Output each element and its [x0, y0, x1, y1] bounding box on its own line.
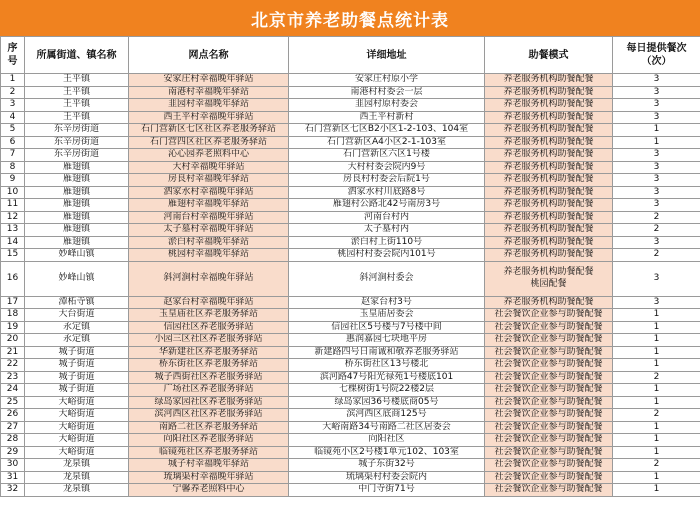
cell-site: 安家庄村幸福晚年驿站: [129, 74, 289, 87]
cell-address: 石门营新区A4小区2-1-103室: [289, 136, 485, 149]
cell-mode: 社会餐饮企业参与助餐配餐: [485, 371, 613, 384]
cell-no: 22: [1, 359, 25, 372]
cell-meals: 3: [613, 261, 700, 296]
cell-site: 房良村幸福晚年驿站: [129, 174, 289, 187]
cell-no: 25: [1, 396, 25, 409]
cell-address: 淤白村上街110号: [289, 236, 485, 249]
cell-meals: 1: [613, 309, 700, 322]
cell-address: 新建路四号日南诚和敬养老服务驿站: [289, 346, 485, 359]
cell-no: 27: [1, 421, 25, 434]
cell-mode: 养老服务机构助餐配餐: [485, 74, 613, 87]
cell-mode: 养老服务机构助餐配餐: [485, 211, 613, 224]
cell-mode: 社会餐饮企业参与助餐配餐: [485, 346, 613, 359]
cell-meals: 1: [613, 359, 700, 372]
cell-address: 石门营新区六区1号楼: [289, 149, 485, 162]
cell-street: 东辛房街道: [25, 136, 129, 149]
table-row: [1, 384, 700, 397]
table-row: [1, 459, 700, 472]
header-meals: 每日提供餐次（次）: [613, 37, 700, 74]
cell-street: 妙峰山镇: [25, 261, 129, 296]
cell-meals: 2: [613, 371, 700, 384]
cell-no: 24: [1, 384, 25, 397]
cell-meals: 1: [613, 136, 700, 149]
table-row: [1, 74, 700, 87]
cell-address: 七棵树街1号院22楼2层: [289, 384, 485, 397]
table-row: [1, 186, 700, 199]
cell-mode: 养老服务机构助餐配餐: [485, 86, 613, 99]
cell-no: 28: [1, 434, 25, 447]
cell-no: 23: [1, 371, 25, 384]
header-no: 序号: [1, 37, 25, 74]
cell-address: 滨河路47号阳光禄苑1号楼底101: [289, 371, 485, 384]
cell-mode: 社会餐饮企业参与助餐配餐: [485, 384, 613, 397]
cell-meals: 3: [613, 186, 700, 199]
cell-street: 雁翅镇: [25, 224, 129, 237]
cell-site: 淤白村幸福晚年驿站: [129, 236, 289, 249]
cell-meals: 1: [613, 384, 700, 397]
cell-site: 沁心园养老照料中心: [129, 149, 289, 162]
cell-address: 斜河涧村委会: [289, 261, 485, 296]
cell-address: 桥东街社区13号楼北: [289, 359, 485, 372]
cell-mode: 社会餐饮企业参与助餐配餐: [485, 396, 613, 409]
table-row: [1, 199, 700, 212]
cell-site: 南路二社区养老服务驿站: [129, 421, 289, 434]
cell-mode: 养老服务机构助餐配餐: [485, 161, 613, 174]
cell-site: 桥东街社区养老服务驿站: [129, 359, 289, 372]
table-row: [1, 471, 700, 484]
cell-site: 广场社区养老服务驿站: [129, 384, 289, 397]
cell-address: 信园社区5号楼与7号楼中间: [289, 321, 485, 334]
header-site: 网点名称: [129, 37, 289, 74]
cell-no: 18: [1, 309, 25, 322]
cell-no: 9: [1, 174, 25, 187]
header-mode: 助餐模式: [485, 37, 613, 74]
cell-meals: 3: [613, 174, 700, 187]
cell-meals: 2: [613, 224, 700, 237]
cell-site: 琉璃渠村幸福晚年驿站: [129, 471, 289, 484]
cell-no: 17: [1, 296, 25, 309]
cell-address: 房良村村委会后院1号: [289, 174, 485, 187]
cell-street: 雁翅镇: [25, 236, 129, 249]
cell-meals: 1: [613, 346, 700, 359]
cell-no: 3: [1, 99, 25, 112]
sheet-title: 北京市养老助餐点统计表: [0, 0, 700, 36]
cell-street: 大峪街道: [25, 396, 129, 409]
cell-no: 26: [1, 409, 25, 422]
cell-meals: 3: [613, 86, 700, 99]
cell-no: 1: [1, 74, 25, 87]
cell-meals: 1: [613, 471, 700, 484]
cell-no: 14: [1, 236, 25, 249]
table-row: [1, 334, 700, 347]
cell-address: 临镜苑小区2号楼1单元102、103室: [289, 446, 485, 459]
cell-site: 桃园村幸福晚年驿站: [129, 249, 289, 262]
cell-site: 城子村幸福晚年驿站: [129, 459, 289, 472]
cell-site: 河南台村幸福晚年驿站: [129, 211, 289, 224]
cell-mode: 养老服务机构助餐配餐: [485, 224, 613, 237]
cell-mode: 养老服务机构助餐配餐: [485, 296, 613, 309]
cell-address: 西王平村新村: [289, 111, 485, 124]
cell-address: 滨河西区底商125号: [289, 409, 485, 422]
cell-site: 石门营新区七区社区养老服务驿站: [129, 124, 289, 137]
cell-street: 大峪街道: [25, 421, 129, 434]
cell-no: 4: [1, 111, 25, 124]
cell-mode: 养老服务机构助餐配餐 桃园配餐: [485, 261, 613, 296]
cell-meals: 3: [613, 236, 700, 249]
table-row: [1, 149, 700, 162]
cell-address: 大村村委会院内9号: [289, 161, 485, 174]
header-address: 详细地址: [289, 37, 485, 74]
cell-street: 大峪街道: [25, 434, 129, 447]
cell-mode: 社会餐饮企业参与助餐配餐: [485, 434, 613, 447]
cell-mode: 养老服务机构助餐配餐: [485, 249, 613, 262]
cell-mode: 社会餐饮企业参与助餐配餐: [485, 471, 613, 484]
cell-no: 31: [1, 471, 25, 484]
cell-address: 城子东街32号: [289, 459, 485, 472]
cell-street: 东辛房街道: [25, 149, 129, 162]
cell-site: 向阳社区养老服务驿站: [129, 434, 289, 447]
cell-address: 安家庄村原小学: [289, 74, 485, 87]
cell-site: 大村幸福晚年驿站: [129, 161, 289, 174]
table-row: [1, 309, 700, 322]
cell-address: 玉皇庙居委会: [289, 309, 485, 322]
cell-address: 泗家水村川底路8号: [289, 186, 485, 199]
cell-no: 32: [1, 484, 25, 497]
cell-street: 雁翅镇: [25, 211, 129, 224]
cell-site: 华新建社区养老服务驿站: [129, 346, 289, 359]
cell-street: 妙峰山镇: [25, 249, 129, 262]
header-row: [1, 37, 700, 74]
cell-meals: 1: [613, 321, 700, 334]
table-row: [1, 359, 700, 372]
cell-meals: 1: [613, 396, 700, 409]
cell-no: 5: [1, 124, 25, 137]
cell-site: 绿岛家园社区养老服务驿站: [129, 396, 289, 409]
table-row: [1, 99, 700, 112]
cell-meals: 2: [613, 249, 700, 262]
cell-site: 城子西街社区养老服务驿站: [129, 371, 289, 384]
cell-site: 宁馨养老照料中心: [129, 484, 289, 497]
cell-mode: 社会餐饮企业参与助餐配餐: [485, 334, 613, 347]
cell-address: 雁翅村公路北42号南房3号: [289, 199, 485, 212]
cell-site: 斜河涧村幸福晚年驿站: [129, 261, 289, 296]
cell-meals: 1: [613, 484, 700, 497]
cell-meals: 2: [613, 211, 700, 224]
cell-no: 6: [1, 136, 25, 149]
table-row: [1, 174, 700, 187]
table-row: [1, 371, 700, 384]
cell-street: 城子街道: [25, 346, 129, 359]
table-row: [1, 421, 700, 434]
cell-meals: 1: [613, 421, 700, 434]
cell-address: 韭园村原村委会: [289, 99, 485, 112]
cell-street: 永定镇: [25, 321, 129, 334]
cell-street: 城子街道: [25, 384, 129, 397]
cell-no: 15: [1, 249, 25, 262]
cell-mode: 养老服务机构助餐配餐: [485, 136, 613, 149]
cell-no: 20: [1, 334, 25, 347]
cell-address: 河南台村内: [289, 211, 485, 224]
cell-site: 玉皇庙社区养老服务驿站: [129, 309, 289, 322]
cell-no: 19: [1, 321, 25, 334]
table-row: [1, 224, 700, 237]
table-row: [1, 484, 700, 497]
cell-mode: 社会餐饮企业参与助餐配餐: [485, 309, 613, 322]
cell-address: 桃园村村委会院内101号: [289, 249, 485, 262]
cell-mode: 养老服务机构助餐配餐: [485, 111, 613, 124]
cell-no: 2: [1, 86, 25, 99]
cell-meals: 3: [613, 99, 700, 112]
cell-meals: 3: [613, 199, 700, 212]
cell-site: 泗家水村幸福晚年驿站: [129, 186, 289, 199]
cell-site: 小园三区社区养老服务驿站: [129, 334, 289, 347]
table-row: [1, 261, 700, 296]
cell-meals: 3: [613, 296, 700, 309]
cell-meals: 1: [613, 446, 700, 459]
cell-site: 滨河西区社区养老服务驿站: [129, 409, 289, 422]
cell-mode: 养老服务机构助餐配餐: [485, 199, 613, 212]
cell-street: 王平镇: [25, 99, 129, 112]
cell-mode: 社会餐饮企业参与助餐配餐: [485, 359, 613, 372]
cell-street: 大台街道: [25, 309, 129, 322]
table-row: [1, 409, 700, 422]
cell-address: 太子墓村内: [289, 224, 485, 237]
cell-street: 雁翅镇: [25, 199, 129, 212]
cell-address: 绿岛家园36号楼底商05号: [289, 396, 485, 409]
cell-street: 大峪街道: [25, 446, 129, 459]
cell-meals: 1: [613, 124, 700, 137]
cell-street: 大峪街道: [25, 409, 129, 422]
cell-no: 13: [1, 224, 25, 237]
cell-street: 王平镇: [25, 86, 129, 99]
table-row: [1, 86, 700, 99]
cell-no: 29: [1, 446, 25, 459]
cell-meals: 2: [613, 409, 700, 422]
table-row: [1, 249, 700, 262]
cell-no: 21: [1, 346, 25, 359]
cell-address: 石门营新区七区B2小区1-2-103、104室: [289, 124, 485, 137]
cell-meals: 3: [613, 74, 700, 87]
table-row: [1, 434, 700, 447]
cell-street: 潭柘寺镇: [25, 296, 129, 309]
cell-meals: 1: [613, 334, 700, 347]
cell-mode: 社会餐饮企业参与助餐配餐: [485, 409, 613, 422]
cell-street: 城子街道: [25, 371, 129, 384]
cell-address: 赵家台村3号: [289, 296, 485, 309]
table-row: [1, 346, 700, 359]
cell-street: 王平镇: [25, 74, 129, 87]
cell-meals: 3: [613, 149, 700, 162]
cell-mode: 养老服务机构助餐配餐: [485, 124, 613, 137]
cell-street: 永定镇: [25, 334, 129, 347]
cell-street: 雁翅镇: [25, 186, 129, 199]
table-row: [1, 446, 700, 459]
table-row: [1, 111, 700, 124]
cell-meals: 3: [613, 111, 700, 124]
table-row: [1, 124, 700, 137]
table-row: [1, 161, 700, 174]
cell-address: 南港村村委会一层: [289, 86, 485, 99]
cell-site: 石门营四区社区养老服务驿站: [129, 136, 289, 149]
cell-mode: 社会餐饮企业参与助餐配餐: [485, 459, 613, 472]
cell-meals: 3: [613, 161, 700, 174]
cell-site: 信园社区养老服务驿站: [129, 321, 289, 334]
cell-street: 雁翅镇: [25, 161, 129, 174]
cell-meals: 1: [613, 434, 700, 447]
table-row: [1, 296, 700, 309]
cell-no: 10: [1, 186, 25, 199]
cell-no: 16: [1, 261, 25, 296]
cell-site: 南港村幸福晚年驿站: [129, 86, 289, 99]
meal-sites-table: [0, 36, 700, 497]
cell-mode: 养老服务机构助餐配餐: [485, 99, 613, 112]
cell-street: 王平镇: [25, 111, 129, 124]
table-row: [1, 136, 700, 149]
cell-mode: 社会餐饮企业参与助餐配餐: [485, 446, 613, 459]
cell-street: 龙泉镇: [25, 484, 129, 497]
cell-mode: 养老服务机构助餐配餐: [485, 186, 613, 199]
cell-mode: 社会餐饮企业参与助餐配餐: [485, 421, 613, 434]
cell-address: 大峪南路34号南路二社区居委会: [289, 421, 485, 434]
cell-street: 雁翅镇: [25, 174, 129, 187]
cell-street: 城子街道: [25, 359, 129, 372]
cell-site: 韭园村幸福晚年驿站: [129, 99, 289, 112]
table-row: [1, 396, 700, 409]
cell-address: 中门寺街71号: [289, 484, 485, 497]
cell-address: 向阳社区: [289, 434, 485, 447]
table-row: [1, 236, 700, 249]
cell-site: 临镜苑社区养老服务驿站: [129, 446, 289, 459]
cell-site: 西王平村幸福晚年驿站: [129, 111, 289, 124]
cell-site: 雁翅村幸福晚年驿站: [129, 199, 289, 212]
cell-mode: 养老服务机构助餐配餐: [485, 149, 613, 162]
header-street: 所属街道、镇名称: [25, 37, 129, 74]
cell-mode: 社会餐饮企业参与助餐配餐: [485, 484, 613, 497]
cell-street: 龙泉镇: [25, 471, 129, 484]
cell-mode: 养老服务机构助餐配餐: [485, 236, 613, 249]
cell-address: 惠润嘉园七块地平房: [289, 334, 485, 347]
cell-street: 东辛房街道: [25, 124, 129, 137]
cell-meals: 2: [613, 459, 700, 472]
cell-no: 8: [1, 161, 25, 174]
cell-mode: 社会餐饮企业参与助餐配餐: [485, 321, 613, 334]
cell-site: 赵家台村幸福晚年驿站: [129, 296, 289, 309]
cell-mode: 养老服务机构助餐配餐: [485, 174, 613, 187]
cell-no: 12: [1, 211, 25, 224]
cell-no: 30: [1, 459, 25, 472]
cell-site: 太子墓村幸福晚年驿站: [129, 224, 289, 237]
cell-address: 琉璃渠村村委会院内: [289, 471, 485, 484]
cell-no: 7: [1, 149, 25, 162]
cell-street: 龙泉镇: [25, 459, 129, 472]
cell-no: 11: [1, 199, 25, 212]
table-row: [1, 211, 700, 224]
table-row: [1, 321, 700, 334]
